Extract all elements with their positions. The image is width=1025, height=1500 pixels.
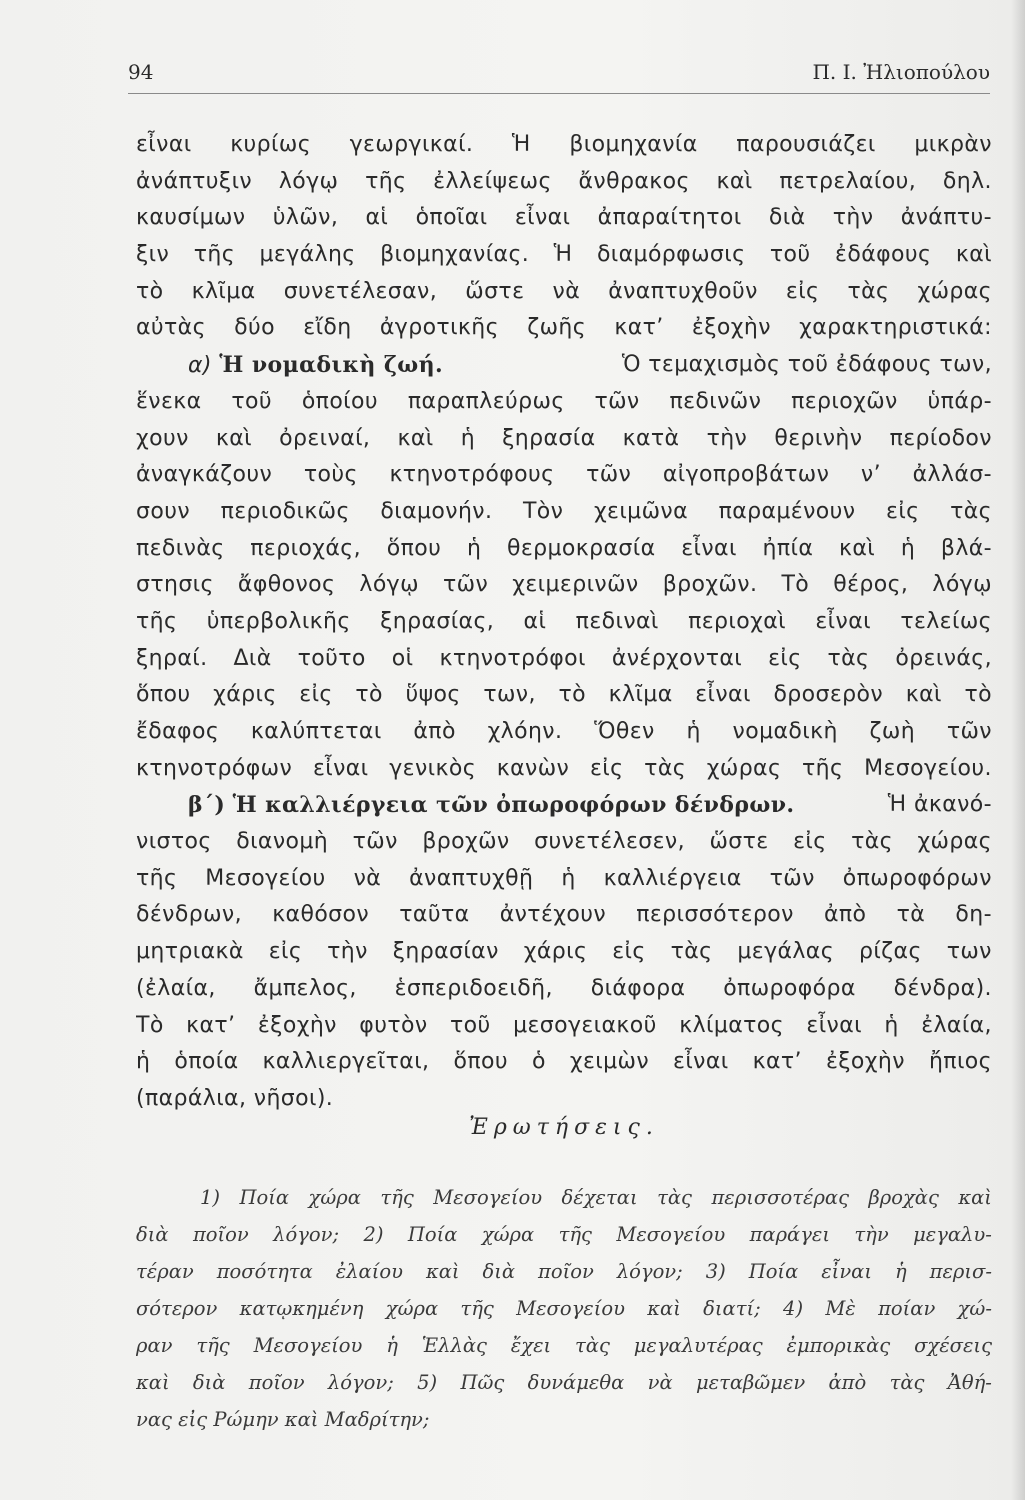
- text-line: νιστος διανομὴ τῶν βροχῶν συνετέλεσεν, ὥστε εἰς τὰς χώρας: [136, 829, 992, 855]
- text-line: στησις ἄφθονος λόγῳ τῶν χειμερινῶν βροχῶν. Τὸ θέρος, λόγῳ: [136, 572, 992, 598]
- text-line: χουν καὶ ὀρειναί, καὶ ἡ ξηρασία κατὰ τὴν θερινὴν περίοδον: [136, 425, 992, 451]
- text-line: (παράλια, νῆσοι).: [136, 1085, 334, 1111]
- para-a-marker: α): [188, 353, 212, 379]
- text-line: ὅπου χάρις εἰς τὸ ὕψος των, τὸ κλῖμα εἶναι δροσερὸν καὶ τὸ: [136, 682, 992, 708]
- intro-paragraph: [136, 127, 992, 347]
- text-line: κτηνοτρόφων εἶναι γενικὸς κανὼν εἰς τὰς χώρας τῆς Μεσογείου.: [136, 755, 992, 781]
- para-b-marker: β΄): [188, 792, 226, 819]
- para-a-body: [136, 384, 992, 788]
- question-line: καὶ διὰ ποῖον λόγον; 5) Πῶς δυνάμεθα νὰ μεταβῶμεν ἀπὸ τὰς Ἀθή-: [136, 1371, 992, 1394]
- text-line: Τὸ κατ’ ἐξοχὴν φυτὸν τοῦ μεσογειακοῦ κλίματος εἶναι ἡ ἐλαία,: [136, 1012, 992, 1038]
- text-line: ἡ ὁποία καλλιεργεῖται, ὅπου ὁ χειμὼν εἶναι κατ’ ἐξοχὴν ἤπιος: [136, 1049, 992, 1075]
- para-b-body: [136, 824, 992, 1118]
- text-line: ἕνεκα τοῦ ὁποίου παραπλεύρως τῶν πεδινῶν περιοχῶν ὑπάρ-: [136, 388, 992, 414]
- question-line: νας εἰς Ρώμην καὶ Μαδρίτην;: [136, 1408, 430, 1431]
- question-line: τέραν ποσότητα ἐλαίου καὶ διὰ ποῖον λόγον; 3) Ποία εἶναι ἡ περισ-: [136, 1260, 992, 1283]
- text-line: ἔδαφος καλύπτεται ἀπὸ χλόην. Ὅθεν ἡ νομαδικὴ ζωὴ τῶν: [136, 719, 992, 744]
- running-head: Π. Ι. Ἠλιοπούλου: [812, 60, 990, 84]
- page-gutter-shadow: [1011, 0, 1025, 1500]
- text-line: πεδινὰς περιοχάς, ὅπου ἡ θερμοκρασία εἶναι ἠπία καὶ ἡ βλά-: [136, 535, 992, 561]
- body-text: [136, 127, 992, 1431]
- text-line: ξηραί. Διὰ τοῦτο οἱ κτηνοτρόφοι ἀνέρχονται εἰς τὰς ὀρεινάς,: [136, 645, 992, 671]
- question-line: σότερον κατῳκημένη χώρα τῆς Μεσογείου καὶ διατί; 4) Μὲ ποίαν χώ-: [136, 1297, 992, 1320]
- question-line: διὰ ποῖον λόγον; 2) Ποία χώρα τῆς Μεσογείου παράγει τὴν μεγαλυ-: [136, 1223, 992, 1246]
- text-line: (ἐλαία, ἄμπελος, ἑσπεριδοειδῆ, διάφορα ὀπωροφόρα δένδρα).: [136, 975, 992, 1001]
- page-header: [128, 60, 988, 94]
- question-line: ραν τῆς Μεσογείου ἡ Ἑλλὰς ἔχει τὰς μεγαλυτέρας ἐμπορικὰς σχέσεις: [136, 1334, 992, 1357]
- question-line: 1) Ποία χώρα τῆς Μεσογείου δέχεται τὰς περισσοτέρας βροχὰς καὶ: [200, 1186, 992, 1209]
- text-line: τὸ κλῖμα συνετέλεσαν, ὥστε νὰ ἀναπτυχθοῦν εἰς τὰς χώρας: [136, 278, 992, 304]
- text-line: μητριακὰ εἰς τὴν ξηρασίαν χάρις εἰς τὰς μεγάλας ρίζας των: [136, 939, 992, 965]
- text-line: ἀναγκάζουν τοὺς κτηνοτρόφους τῶν αἰγοπροβάτων ν’ ἀλλάσ-: [136, 462, 992, 488]
- para-a-first-rest: Ὁ τεμαχισμὸς τοῦ ἐδάφους των,: [621, 352, 992, 378]
- page-number: 94: [128, 60, 154, 84]
- questions-list: [136, 1179, 992, 1438]
- text-line: εἶναι κυρίως γεωργικαί. Ἡ βιομηχανία παρουσιάζει μικρὰν: [136, 132, 992, 157]
- text-line: τῆς ὑπερβολικῆς ξηρασίας, αἱ πεδιναὶ περιοχαὶ εἶναι τελείως: [136, 608, 992, 634]
- text-line: ἀνάπτυξιν λόγῳ τῆς ἐλλείψεως ἄνθρακος καὶ πετρελαίου, δηλ.: [136, 168, 992, 194]
- header-rule: [128, 93, 990, 94]
- para-a-first-line: [136, 347, 992, 384]
- para-b-heading: Ἡ καλλιέργεια τῶν ὀπωροφόρων δένδρων.: [232, 792, 795, 819]
- para-b-first-line: [136, 787, 992, 824]
- para-a-heading: Ἡ νομαδικὴ ζωή.: [219, 352, 444, 379]
- text-line: τῆς Μεσογείου νὰ ἀναπτυχθῇ ἡ καλλιέργεια τῶν ὀπωροφόρων: [136, 865, 992, 891]
- para-b-first-rest: Ἡ ἀκανό-: [887, 792, 992, 818]
- questions-title: Ἐρωτήσεις.: [469, 1115, 659, 1140]
- text-line: δένδρων, καθόσον ταῦτα ἀντέχουν περισσότερον ἀπὸ τὰ δη-: [136, 902, 992, 928]
- text-line: σουν περιοδικῶς διαμονήν. Τὸν χειμῶνα παραμένουν εἰς τὰς: [136, 498, 992, 524]
- text-line: ξιν τῆς μεγάλης βιομηχανίας. Ἡ διαμόρφωσις τοῦ ἐδάφους καὶ: [136, 242, 992, 268]
- text-line: καυσίμων ὑλῶν, αἱ ὁποῖαι εἶναι ἀπαραίτητοι διὰ τὴν ἀνάπτυ-: [136, 205, 992, 231]
- text-line: αὐτὰς δύο εἴδη ἀγροτικῆς ζωῆς κατ’ ἐξοχὴν χαρακτηριστικά:: [136, 315, 992, 341]
